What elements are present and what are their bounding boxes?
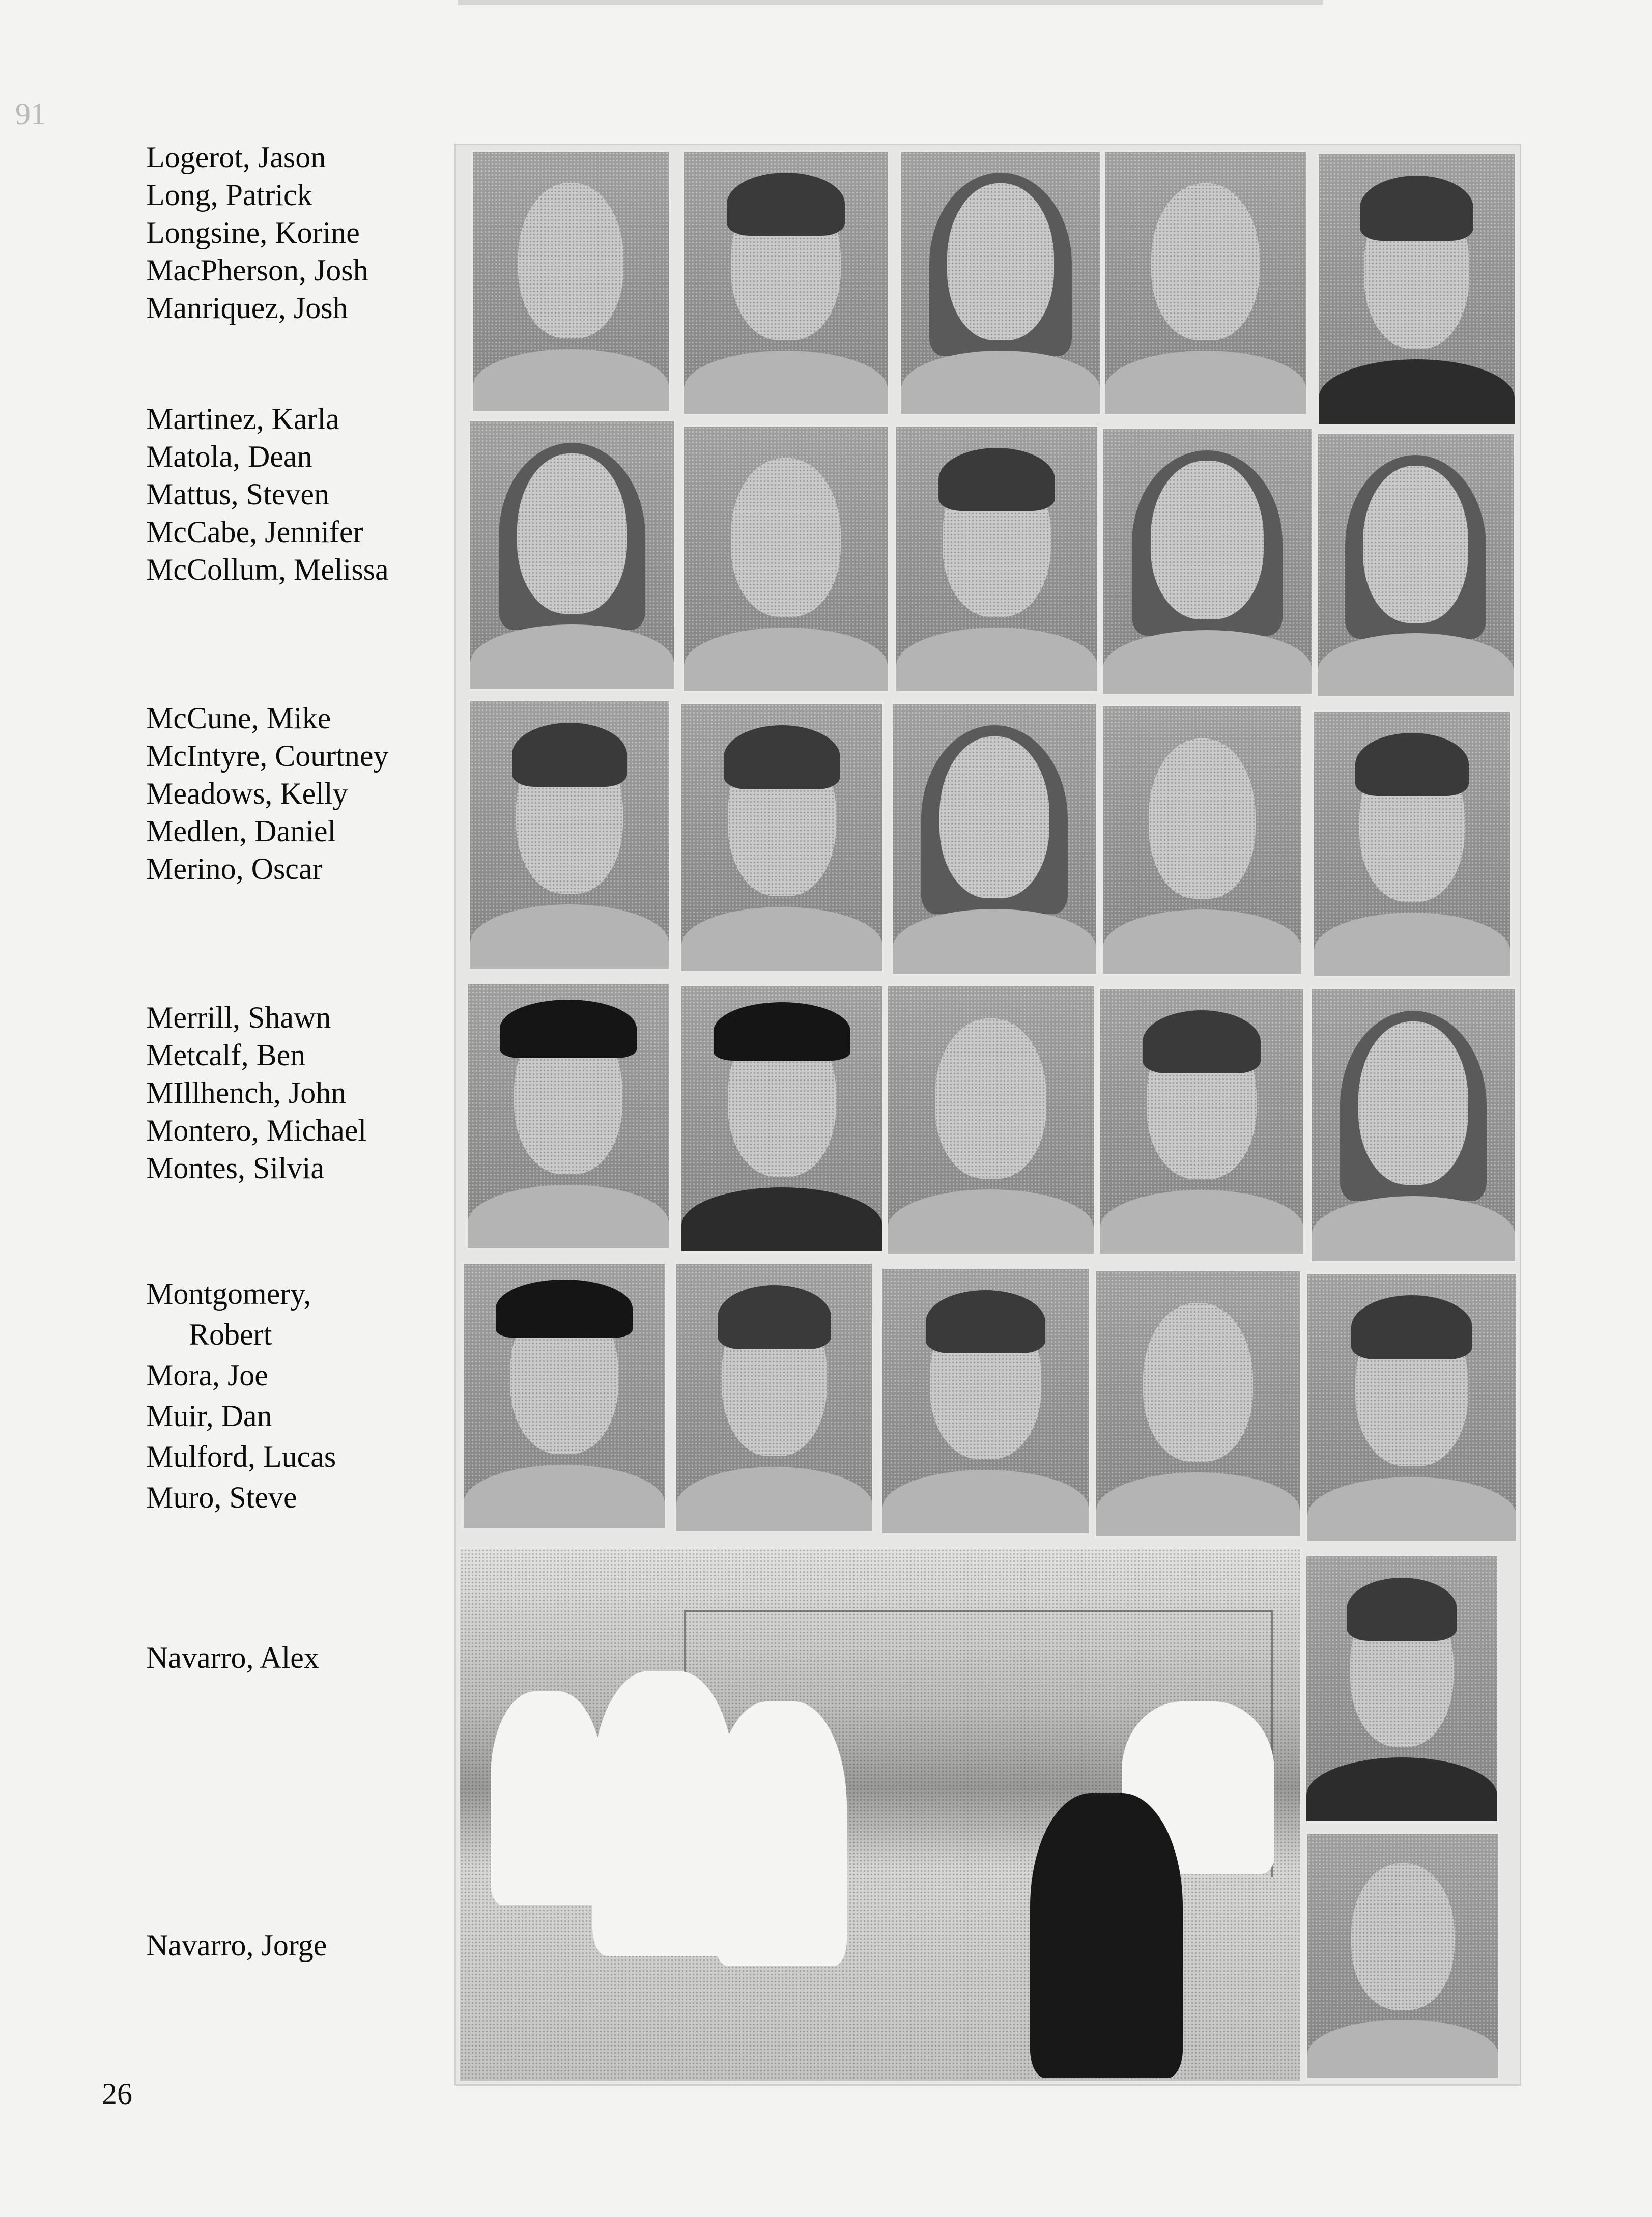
student-portrait [891, 702, 1098, 975]
student-portrait [1305, 1555, 1499, 1823]
student-name: Medlen, Daniel [146, 814, 336, 848]
name-group-7 [146, 1926, 327, 1964]
name-group-1 [146, 138, 368, 327]
person-figure [491, 1691, 603, 1905]
student-name: Mora, Joe [146, 1358, 268, 1392]
student-name: Matola, Dean [146, 440, 312, 473]
student-portrait [680, 985, 884, 1253]
person-figure [1030, 1793, 1183, 2078]
candid-group-photo [459, 1547, 1301, 2082]
student-name: Muro, Steve [146, 1481, 297, 1514]
student-name: Montero, Michael [146, 1114, 367, 1147]
student-name: Longsine, Korine [146, 216, 360, 249]
student-portrait [886, 985, 1095, 1255]
student-name: Logerot, Jason [146, 140, 326, 174]
student-portrait [682, 150, 889, 415]
student-name: McCune, Mike [146, 701, 331, 735]
student-portrait [1316, 433, 1515, 698]
student-portrait [900, 150, 1101, 415]
student-portrait [682, 425, 889, 693]
student-name: MIllhench, John [146, 1076, 347, 1110]
student-portrait [462, 1262, 666, 1530]
student-portrait [1306, 1272, 1518, 1543]
student-portrait [1317, 153, 1516, 425]
student-name: Mattus, Steven [146, 477, 329, 511]
name-group-2 [146, 400, 389, 588]
student-portrait [1310, 987, 1517, 1263]
student-portrait [680, 702, 884, 973]
student-portrait [881, 1267, 1090, 1535]
student-name: Navarro, Jorge [146, 1928, 327, 1962]
student-name: MacPherson, Josh [146, 253, 368, 287]
name-group-5 [146, 1273, 336, 1518]
student-name: Mulford, Lucas [146, 1440, 336, 1473]
student-name: Meadows, Kelly [146, 777, 348, 810]
student-name: Montgomery, [146, 1277, 311, 1311]
student-portrait [1313, 710, 1512, 978]
person-figure [592, 1671, 735, 1956]
page-number: 26 [102, 2077, 132, 2111]
student-name: Metcalf, Ben [146, 1038, 306, 1072]
student-portrait [895, 425, 1099, 693]
student-name: Montes, Silvia [146, 1151, 325, 1185]
student-name-continuation: Robert [189, 1318, 272, 1351]
student-portrait [1095, 1270, 1301, 1538]
student-portrait [469, 420, 675, 690]
student-name: Navarro, Alex [146, 1641, 319, 1674]
student-portrait [469, 700, 670, 970]
student-portrait [1098, 987, 1305, 1255]
student-name: McCabe, Jennifer [146, 515, 363, 549]
student-name: Merino, Oscar [146, 852, 323, 886]
student-portrait [675, 1262, 874, 1532]
student-name: McIntyre, Courtney [146, 739, 389, 773]
student-name: Long, Patrick [146, 178, 312, 212]
top-rule [458, 0, 1323, 5]
student-name: Martinez, Karla [146, 402, 339, 436]
student-name: McCollum, Melissa [146, 553, 389, 586]
student-portrait [1103, 150, 1307, 415]
student-portrait [1101, 705, 1303, 975]
student-portrait [471, 150, 670, 413]
student-portrait [1306, 1832, 1500, 2080]
student-name: Muir, Dan [146, 1399, 272, 1433]
student-name: Manriquez, Josh [146, 291, 348, 325]
name-group-4 [146, 999, 366, 1187]
person-figure [715, 1701, 847, 1966]
student-portrait [466, 982, 670, 1250]
name-group-3 [146, 699, 389, 888]
name-group-6 [146, 1639, 319, 1676]
corner-mark: 91 [15, 97, 46, 131]
student-name: Merrill, Shawn [146, 1001, 331, 1034]
student-portrait [1101, 428, 1313, 695]
